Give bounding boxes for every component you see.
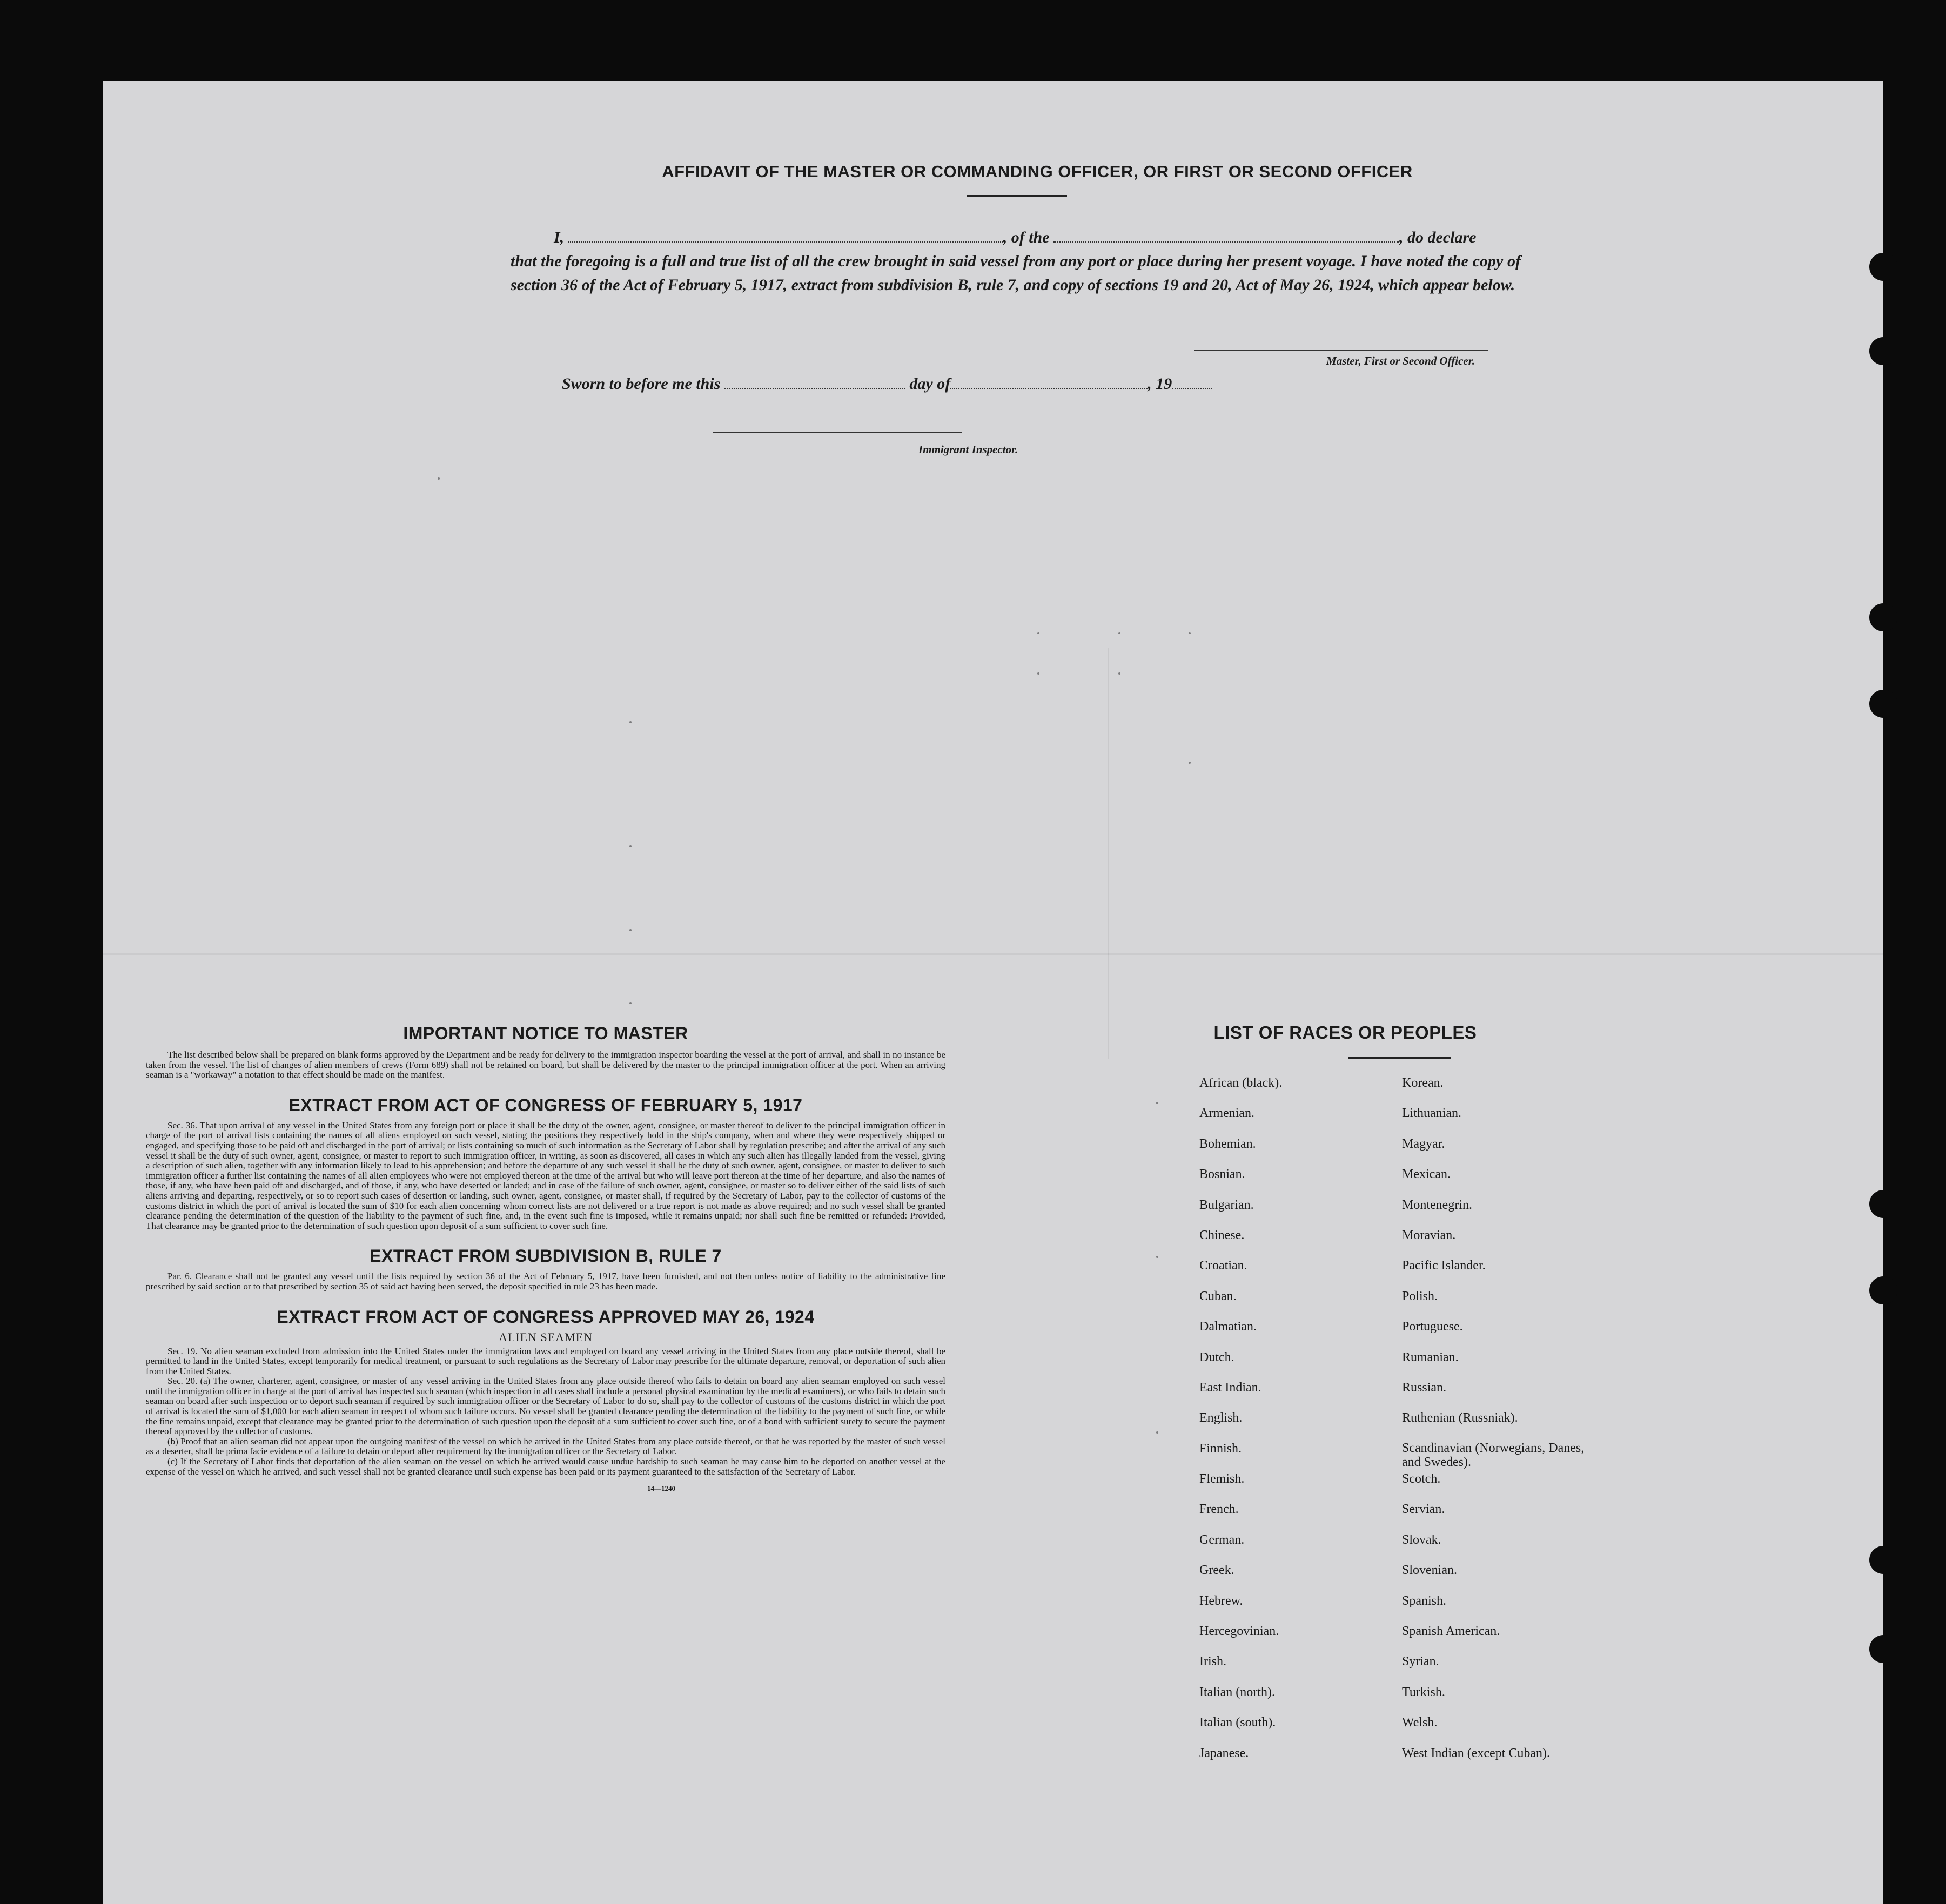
race-item: East Indian.	[1199, 1380, 1261, 1395]
race-item: Spanish American.	[1402, 1624, 1500, 1639]
race-item: Croatian.	[1199, 1259, 1247, 1273]
race-item: Lithuanian.	[1402, 1106, 1461, 1121]
form-number: 14—1240	[647, 1484, 675, 1493]
race-item: Japanese.	[1199, 1746, 1249, 1760]
race-item: Moravian.	[1402, 1228, 1456, 1242]
races-title: LIST OF RACES OR PEOPLES	[1213, 1022, 1477, 1042]
race-item: French.	[1199, 1502, 1239, 1517]
race-item: English.	[1199, 1411, 1243, 1425]
race-item: Bosnian.	[1199, 1167, 1245, 1182]
fold-crease	[1108, 648, 1109, 1059]
affidavit-title: AFFIDAVIT OF THE MASTER OR COMMANDING OFFICER, OR FIRST OR SECOND OFFICER	[662, 162, 1413, 181]
bleed-mark	[1156, 1256, 1158, 1258]
name-field[interactable]	[568, 230, 1003, 243]
inspector-label: Immigrant Inspector.	[918, 443, 1018, 456]
i-label: I,	[554, 228, 565, 246]
race-item: African (black).	[1199, 1076, 1283, 1090]
race-item: Italian (north).	[1199, 1685, 1275, 1699]
sworn-label: Sworn to before me this	[562, 375, 721, 393]
race-item: Scotch.	[1402, 1472, 1441, 1486]
race-item: Finnish.	[1199, 1441, 1242, 1456]
declaration-text: that the foregoing is a full and true list of all the crew brought in said vessel from any port or place during her present voyage. I have noted the copy of section 36 of the Act of February 5, 1917, extract from subdivision B, rule 7, and copy of sections 19 and 20, Act of May 26, 1924, which appear below.	[511, 252, 1521, 294]
bleed-mark	[629, 845, 632, 847]
sworn-year-field[interactable]	[1172, 376, 1212, 389]
of-the-label: , of the	[1003, 228, 1050, 246]
bleed-mark	[629, 929, 632, 931]
race-item: Ruthenian (Russniak).	[1402, 1411, 1518, 1425]
race-item: Bulgarian.	[1199, 1197, 1254, 1212]
race-item: Armenian.	[1199, 1106, 1254, 1121]
bleed-mark	[1156, 1102, 1158, 1104]
race-item: Cuban.	[1199, 1289, 1237, 1303]
race-item: Polish.	[1402, 1289, 1438, 1303]
rule-7-title: EXTRACT FROM SUBDIVISION B, RULE 7	[370, 1246, 722, 1266]
bleed-mark	[1156, 1431, 1158, 1434]
race-item: Hebrew.	[1199, 1593, 1243, 1608]
bleed-mark	[1118, 672, 1120, 675]
race-item: Slovenian.	[1402, 1563, 1457, 1578]
title-rule	[967, 195, 1067, 197]
race-item: Dutch.	[1199, 1350, 1234, 1364]
race-item: Scandinavian (Norwegians, Danes, and Swedes).	[1402, 1441, 1585, 1469]
races-column-2	[1402, 1075, 1596, 1776]
affidavit-body	[511, 226, 1521, 297]
signature-label: Master, First or Second Officer.	[1326, 354, 1475, 367]
race-item: Bohemian.	[1199, 1136, 1256, 1151]
race-item: German.	[1199, 1532, 1245, 1547]
rule-7-text: Par. 6. Clearance shall not be granted any vessel until the lists required by section 36 of the Act of February 5, 1917, have been furnished, and not then unless notice of liability to the administrative fine prescribed by said section or to that prescribed by section 35 of said act having been served, the deposit specified in rule 23 has been made.	[146, 1271, 945, 1291]
race-item: Slovak.	[1402, 1532, 1441, 1547]
punch-hole	[1869, 690, 1897, 718]
bleed-mark	[629, 721, 632, 723]
signature-line[interactable]	[1194, 350, 1488, 351]
punch-hole	[1869, 1635, 1897, 1663]
race-item: Servian.	[1402, 1502, 1445, 1517]
act-1917-text: Sec. 36. That upon arrival of any vessel in the United States from any foreign port or place it shall be the duty of the owner, agent, consignee, or master thereof to deliver to the principal immigration officer in charge of the port of arrival lists containing the names of all aliens employed on such vessel, stating the positions they respectively hold in the ship's company, when and where they were respectively shipped or engaged, and specifying those to be paid off and discharged in the port of arrival; or lists containing so much of such information as the Secretary of Labor shall by regulation prescribe; and after the arrival of any such vessel it shall be the duty of such owner, agent, consignee, or master to report to such immigration officer, in writing, as soon as discovered, all cases in which any such alien has illegally landed from the vessel, giving a description of such alien, together with any information likely to lead to his apprehension; and before the departure of any such vessel it shall be the duty of such owner, agent, consignee, or master to deliver to such immigration officer a further list containing the names of all alien employees who were not employed thereon at the time of the arrival but who will leave port thereon at the time of her departure, and also the names of those, if any, who have been paid off and discharged, and of those, if any, who have deserted or landed; and in case of the failure of such owner, agent, consignee, or master so to deliver either of the said lists of such aliens arriving and departing, respectively, or so to report such cases of desertion or landing, such owner, agent, consignee, or master shall, if required by the Secretary of Labor, pay to the collector of customs of the customs district in which the port of arrival is located the sum of $10 for each alien concerning whom correct lists are not delivered or a true report is not made as above required; and no such vessel shall be granted clearance pending the determination of the question of the liability to the payment of such fine, and, in the event such fine is imposed, while it remains unpaid; nor shall such fine be remitted or refunded: Provided, That clearance may be granted prior to the determination of such question upon deposit of a sum sufficient to cover such fine.	[146, 1120, 945, 1231]
punch-hole	[1869, 1190, 1897, 1218]
race-item: Dalmatian.	[1199, 1320, 1257, 1334]
race-item: Turkish.	[1402, 1685, 1445, 1699]
sec-20a-text: Sec. 20. (a) The owner, charterer, agent, consignee, or master of any vessel arriving in the United States from any place outside thereof who fails to detain on board any alien seaman employed on such vessel until the immigration officer in charge at the port of arrival has inspected such seaman (which inspection in all cases shall include a personal physical examination by the medical examiners), or who fails to detain such seaman on board after such inspection or to deport such seaman if required by such immigration officer or the Secretary of Labor to do so, shall pay to the collector of customs of the customs district in which the port of arrival is located the sum of $1,000 for each alien seaman in respect of whom such failure occurs. No vessel shall be granted clearance pending the determination of the liability to the payment of such fine, or while the fine remains unpaid, except that clearance may be granted prior to the determination of such question upon the deposit of a sum sufficient to cover such fine, or of a bond with sufficient surety to secure the payment thereof approved by the collector of customs.	[146, 1376, 945, 1437]
legal-notice-column	[146, 1024, 945, 1493]
punch-hole	[1869, 1546, 1897, 1574]
race-item: Irish.	[1199, 1654, 1226, 1669]
horizontal-fold-crease	[103, 953, 1883, 955]
bleed-mark	[629, 1002, 632, 1004]
sworn-day-field[interactable]	[724, 376, 905, 389]
vessel-field[interactable]	[1053, 230, 1399, 243]
notice-title: IMPORTANT NOTICE TO MASTER	[403, 1024, 688, 1043]
punch-hole	[1869, 253, 1897, 281]
bleed-mark	[1189, 632, 1191, 634]
sec-20c-text: (c) If the Secretary of Labor finds that deportation of the alien seaman on the vessel on which he arrived would cause undue hardship to such seaman he may cause him to be deported on another vessel at the expense of the vessel on which he arrived, and such vessel shall not be granted clearance until such expense has been paid or its payment guaranteed to the satisfaction of the Secretary of Labor.	[146, 1456, 945, 1477]
act-1924-subtitle: ALIEN SEAMEN	[499, 1330, 593, 1344]
notice-text: The list described below shall be prepared on blank forms approved by the Department and be ready for delivery to the immigration inspector boarding the vessel at the port of arrival, and shall in no instance be taken from the vessel. The list of changes of alien members of crews (Form 689) shall not be retained on board, but shall be delivered by the master to the principal immigration officer at the port. When an arriving seaman is a "workaway" a notation to that effect should be made on the manifest.	[146, 1049, 945, 1080]
bleed-mark	[438, 477, 440, 480]
race-item: Syrian.	[1402, 1654, 1439, 1669]
document-page	[103, 81, 1883, 1904]
punch-hole	[1869, 1276, 1897, 1304]
bleed-mark	[1118, 632, 1120, 634]
act-1917-title: EXTRACT FROM ACT OF CONGRESS OF FEBRUARY 5, 1917	[288, 1095, 803, 1115]
sworn-line	[562, 375, 1212, 393]
sworn-month-field[interactable]	[950, 376, 1148, 389]
race-item: Hercegovinian.	[1199, 1624, 1279, 1639]
bleed-mark	[1189, 762, 1191, 764]
race-item: Greek.	[1199, 1563, 1234, 1578]
punch-hole	[1869, 337, 1897, 365]
race-item: Pacific Islander.	[1402, 1259, 1486, 1273]
race-item: Chinese.	[1199, 1228, 1245, 1242]
bleed-mark	[1037, 672, 1039, 675]
do-declare-label: , do declare	[1399, 228, 1477, 246]
punch-hole	[1869, 603, 1897, 631]
race-item: Spanish.	[1402, 1593, 1447, 1608]
race-item: Russian.	[1402, 1380, 1447, 1395]
day-of-label: day of	[909, 375, 951, 393]
year-label: , 19	[1148, 375, 1172, 393]
race-item: Flemish.	[1199, 1472, 1245, 1486]
bleed-mark	[1037, 632, 1039, 634]
race-item: West Indian (except Cuban).	[1402, 1746, 1550, 1760]
race-item: Rumanian.	[1402, 1350, 1459, 1364]
races-column-1	[1199, 1075, 1282, 1776]
race-item: Welsh.	[1402, 1715, 1438, 1730]
races-title-rule	[1348, 1057, 1451, 1059]
sec-20b-text: (b) Proof that an alien seaman did not appear upon the outgoing manifest of the vessel on which he arrived in the United States from any place outside thereof, or that he was reported by the master of such vessel as a deserter, shall be prima facie evidence of a failure to detain or deport after requirement by the immigration officer or the Secretary of Labor.	[146, 1436, 945, 1457]
races-list	[1194, 1022, 1637, 1760]
race-item: Mexican.	[1402, 1167, 1451, 1182]
race-item: Korean.	[1402, 1076, 1444, 1090]
race-item: Magyar.	[1402, 1136, 1445, 1151]
inspector-signature-line[interactable]	[713, 432, 962, 433]
race-item: Montenegrin.	[1402, 1197, 1472, 1212]
act-1924-title: EXTRACT FROM ACT OF CONGRESS APPROVED MAY 26, 1924	[277, 1307, 815, 1327]
race-item: Portuguese.	[1402, 1320, 1463, 1334]
race-item: Italian (south).	[1199, 1715, 1276, 1730]
sec-19-text: Sec. 19. No alien seaman excluded from admission into the United States under the immigration laws and employed on board any vessel arriving in the United States from any place outside thereof, shall be permitted to land in the United States, except temporarily for medical treatment, or pursuant to such regulations as the Secretary of Labor may prescribe for the ultimate departure, removal, or deportation of such alien from the United States.	[146, 1345, 945, 1376]
